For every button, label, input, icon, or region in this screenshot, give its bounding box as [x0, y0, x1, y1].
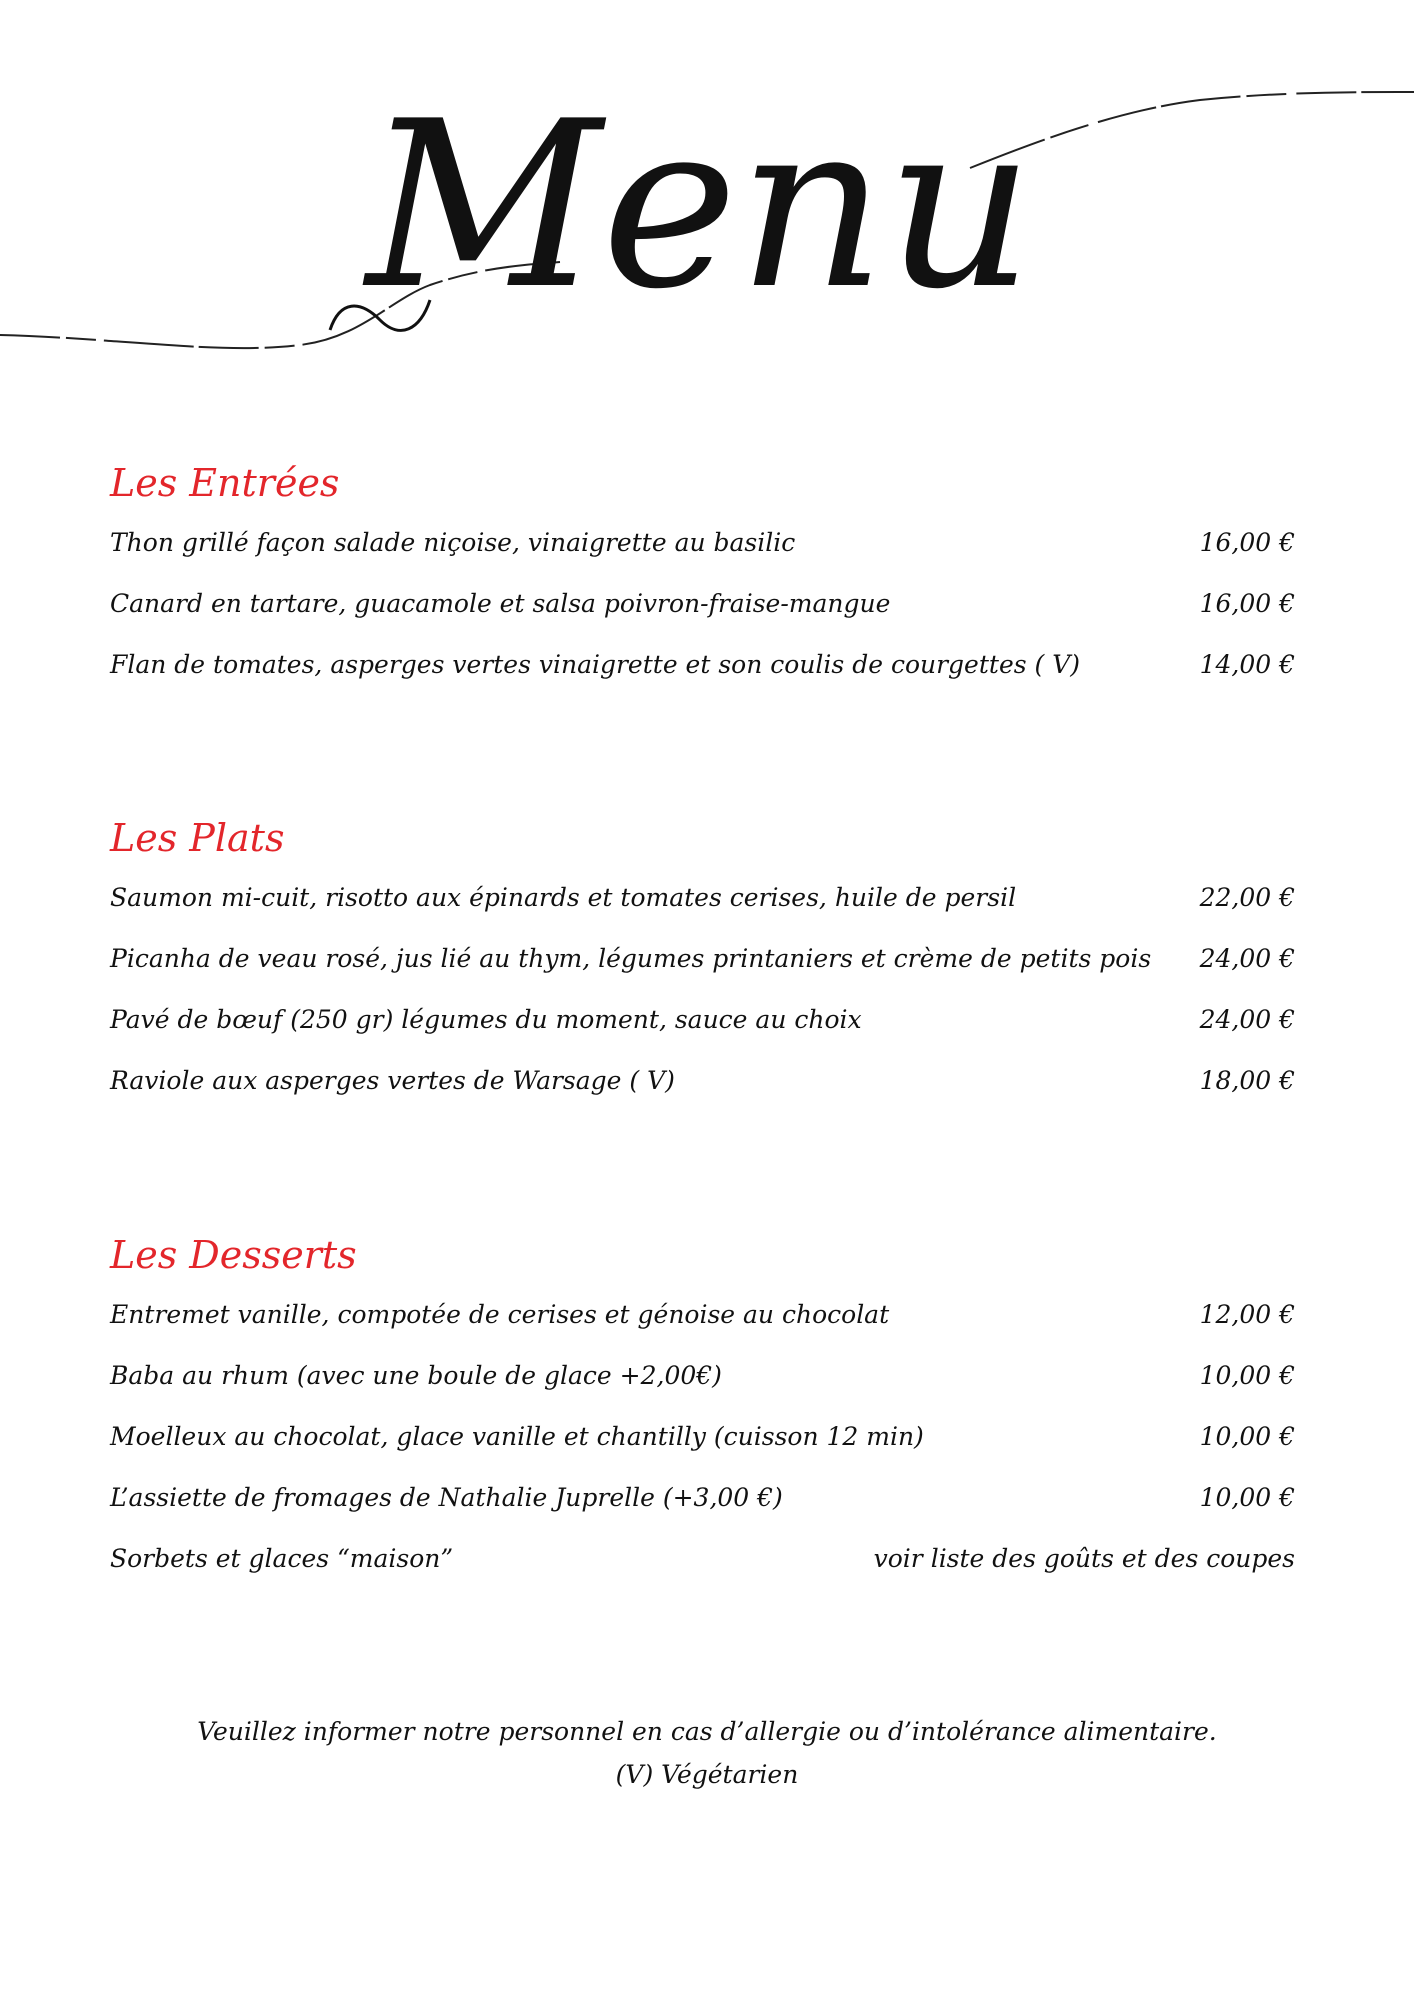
dish-price: 14,00 €: [1199, 650, 1295, 679]
dish-price: 24,00 €: [1199, 944, 1295, 973]
dish-name: Saumon mi-cuit, risotto aux épinards et tomates cerises, huile de persil: [110, 883, 1017, 912]
dish-name: Moelleux au chocolat, glace vanille et chantilly (cuisson 12 min): [110, 1422, 924, 1451]
menu-item: [110, 1544, 1305, 1605]
menu-item: [110, 1066, 1305, 1127]
menu-item: [110, 1300, 1305, 1361]
dish-price: 16,00 €: [1199, 528, 1295, 557]
dish-name: Baba au rhum (avec une boule de glace +2,00€): [110, 1361, 722, 1390]
vegetarian-note: (V) Végétarien: [615, 1760, 799, 1789]
section-plats: [110, 815, 1305, 1127]
menu-item: [110, 883, 1305, 944]
dish-name: Sorbets et glaces “maison”: [110, 1544, 454, 1573]
menu-title-banner: [0, 0, 1414, 420]
dish-price: 12,00 €: [1199, 1300, 1295, 1329]
section-desserts: [110, 1232, 1305, 1605]
dish-name: Canard en tartare, guacamole et salsa poivron-fraise-mangue: [110, 589, 891, 618]
menu-item: [110, 944, 1305, 1005]
footer-notes: [0, 1710, 1414, 1796]
dish-name: Raviole aux asperges vertes de Warsage ( V): [110, 1066, 675, 1095]
section-heading: Les Desserts: [110, 1233, 357, 1277]
swash-decoration: [0, 0, 1414, 420]
menu-item: [110, 1361, 1305, 1422]
dish-name: L’assiette de fromages de Nathalie Juprelle (+3,00 €): [110, 1483, 783, 1512]
dish-name: Entremet vanille, compotée de cerises et génoise au chocolat: [110, 1300, 890, 1329]
section-heading: Les Plats: [110, 816, 285, 860]
menu-item: [110, 589, 1305, 650]
dish-price: 24,00 €: [1199, 1005, 1295, 1034]
dish-price: 10,00 €: [1199, 1361, 1295, 1390]
menu-item: [110, 650, 1305, 711]
allergy-note: Veuillez informer notre personnel en cas d’allergie ou d’intolérance alimentaire.: [197, 1717, 1217, 1746]
dish-name: Flan de tomates, asperges vertes vinaigrette et son coulis de courgettes ( V): [110, 650, 1081, 679]
dish-price: 16,00 €: [1199, 589, 1295, 618]
dish-price: 22,00 €: [1199, 883, 1295, 912]
dish-price: 10,00 €: [1199, 1483, 1295, 1512]
menu-item: [110, 1483, 1305, 1544]
dish-name: Thon grillé façon salade niçoise, vinaigrette au basilic: [110, 528, 796, 557]
dish-price: 10,00 €: [1199, 1422, 1295, 1451]
menu-item: [110, 1422, 1305, 1483]
section-heading: Les Entrées: [110, 461, 340, 505]
dish-name: Picanha de veau rosé, jus lié au thym, légumes printaniers et crème de petits pois: [110, 944, 1152, 973]
menu-item: [110, 1005, 1305, 1066]
dish-price-note: voir liste des goûts et des coupes: [873, 1544, 1295, 1573]
dish-name: Pavé de bœuf (250 gr) légumes du moment, sauce au choix: [110, 1005, 862, 1034]
section-entrees: [110, 460, 1305, 711]
page-title: Menu: [366, 73, 1034, 340]
menu-item: [110, 528, 1305, 589]
dish-price: 18,00 €: [1199, 1066, 1295, 1095]
